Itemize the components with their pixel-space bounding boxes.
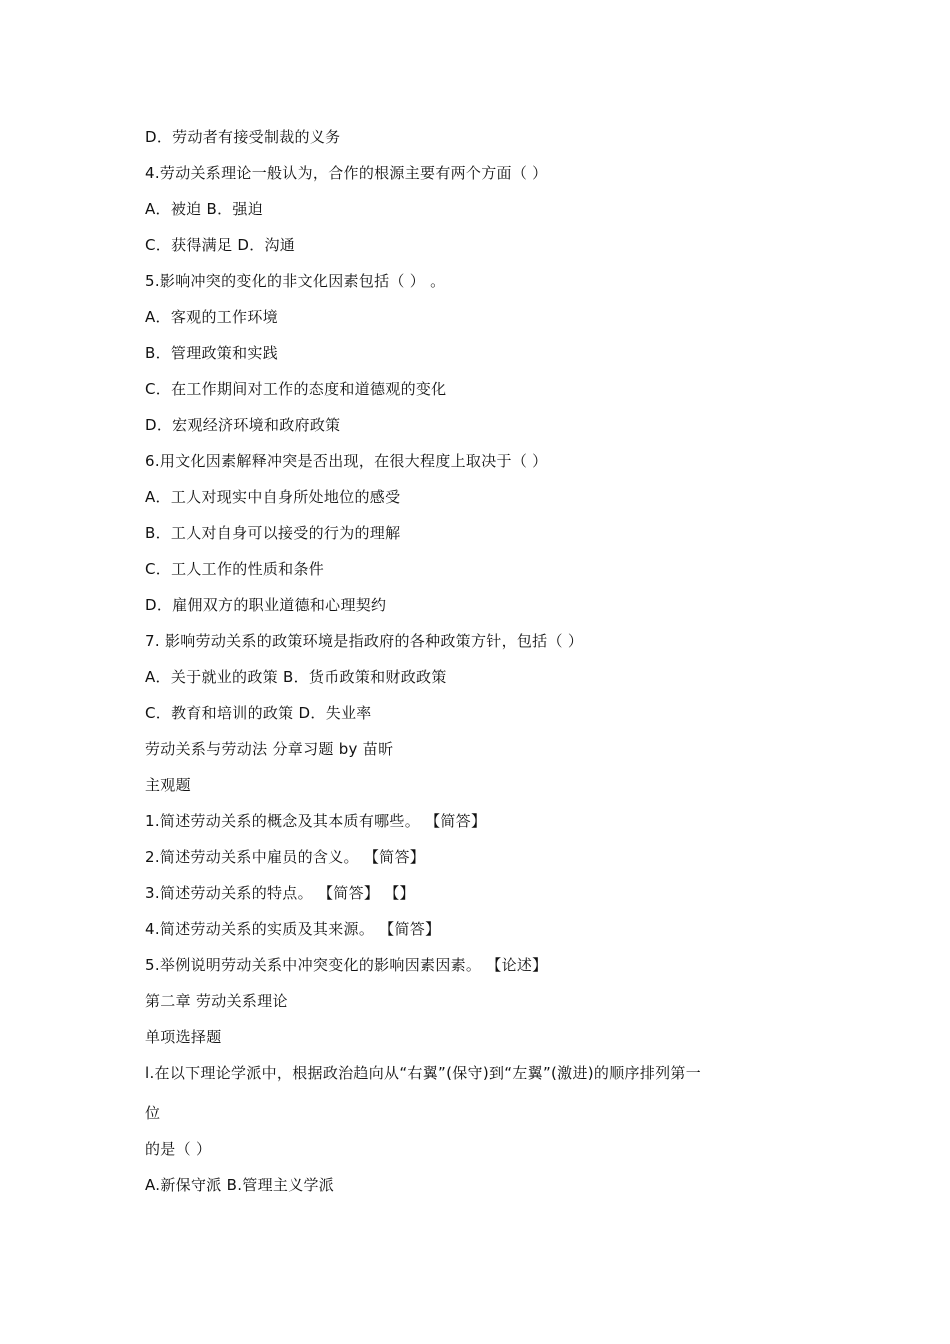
chapter2-question-1: l.在以下理论学派中，根据政治趋向从“右翼”(保守)到“左翼”(激进)的顺序排列第一 [145,1064,702,1082]
subjective-question-1: 1.简述劳动关系的概念及其本质有哪些。 【简答】 [145,812,487,830]
question-7: 7. 影响劳动关系的政策环境是指政府的各种政策方针，包括（ ） [145,632,584,650]
subjective-question-3: 3.简述劳动关系的特点。 【简答】 【】 [145,884,415,902]
subjective-question-5: 5.举例说明劳动关系中冲突变化的影响因素因素。 【论述】 [145,956,548,974]
section-heading-subjective: 主观题 [145,776,191,794]
option-d-q6: D．雇佣双方的职业道德和心理契约 [145,596,387,614]
chapter2-q1-options: A.新保守派 B.管理主义学派 [145,1176,335,1194]
section-heading-single-choice: 单项选择题 [145,1028,222,1046]
chapter-heading: 第二章 劳动关系理论 [145,992,288,1010]
option-d-q3: D．劳动者有接受制裁的义务 [145,128,341,146]
option-a-q6: A．工人对现实中自身所处地位的感受 [145,488,401,506]
option-b-q5: B．管理政策和实践 [145,344,278,362]
option-c-q6: C．工人工作的性质和条件 [145,560,325,578]
running-header: 劳动关系与劳动法 分章习题 by 苗昕 [145,740,394,758]
question-5: 5.影响冲突的变化的非文化因素包括（ ） 。 [145,272,446,290]
option-b-q6: B．工人对自身可以接受的行为的理解 [145,524,401,542]
question-4: 4.劳动关系理论一般认为，合作的根源主要有两个方面（ ） [145,164,548,182]
option-c-q5: C．在工作期间对工作的态度和道德观的变化 [145,380,447,398]
options-q7-cd: C．教育和培训的政策 D．失业率 [145,704,372,722]
option-a-q5: A．客观的工作环境 [145,308,278,326]
question-6: 6.用文化因素解释冲突是否出现，在很大程度上取决于（ ） [145,452,548,470]
subjective-question-2: 2.简述劳动关系中雇员的含义。 【简答】 [145,848,426,866]
options-q4-ab: A．被迫 B．强迫 [145,200,264,218]
option-d-q5: D．宏观经济环境和政府政策 [145,416,341,434]
chapter2-question-1-cont: 位 [145,1104,161,1122]
options-q4-cd: C．获得满足 D．沟通 [145,236,296,254]
options-q7-ab: A．关于就业的政策 B．货币政策和财政政策 [145,668,447,686]
subjective-question-4: 4.简述劳动关系的实质及其来源。 【简答】 [145,920,441,938]
chapter2-question-1-cont2: 的是（ ） [145,1140,212,1158]
